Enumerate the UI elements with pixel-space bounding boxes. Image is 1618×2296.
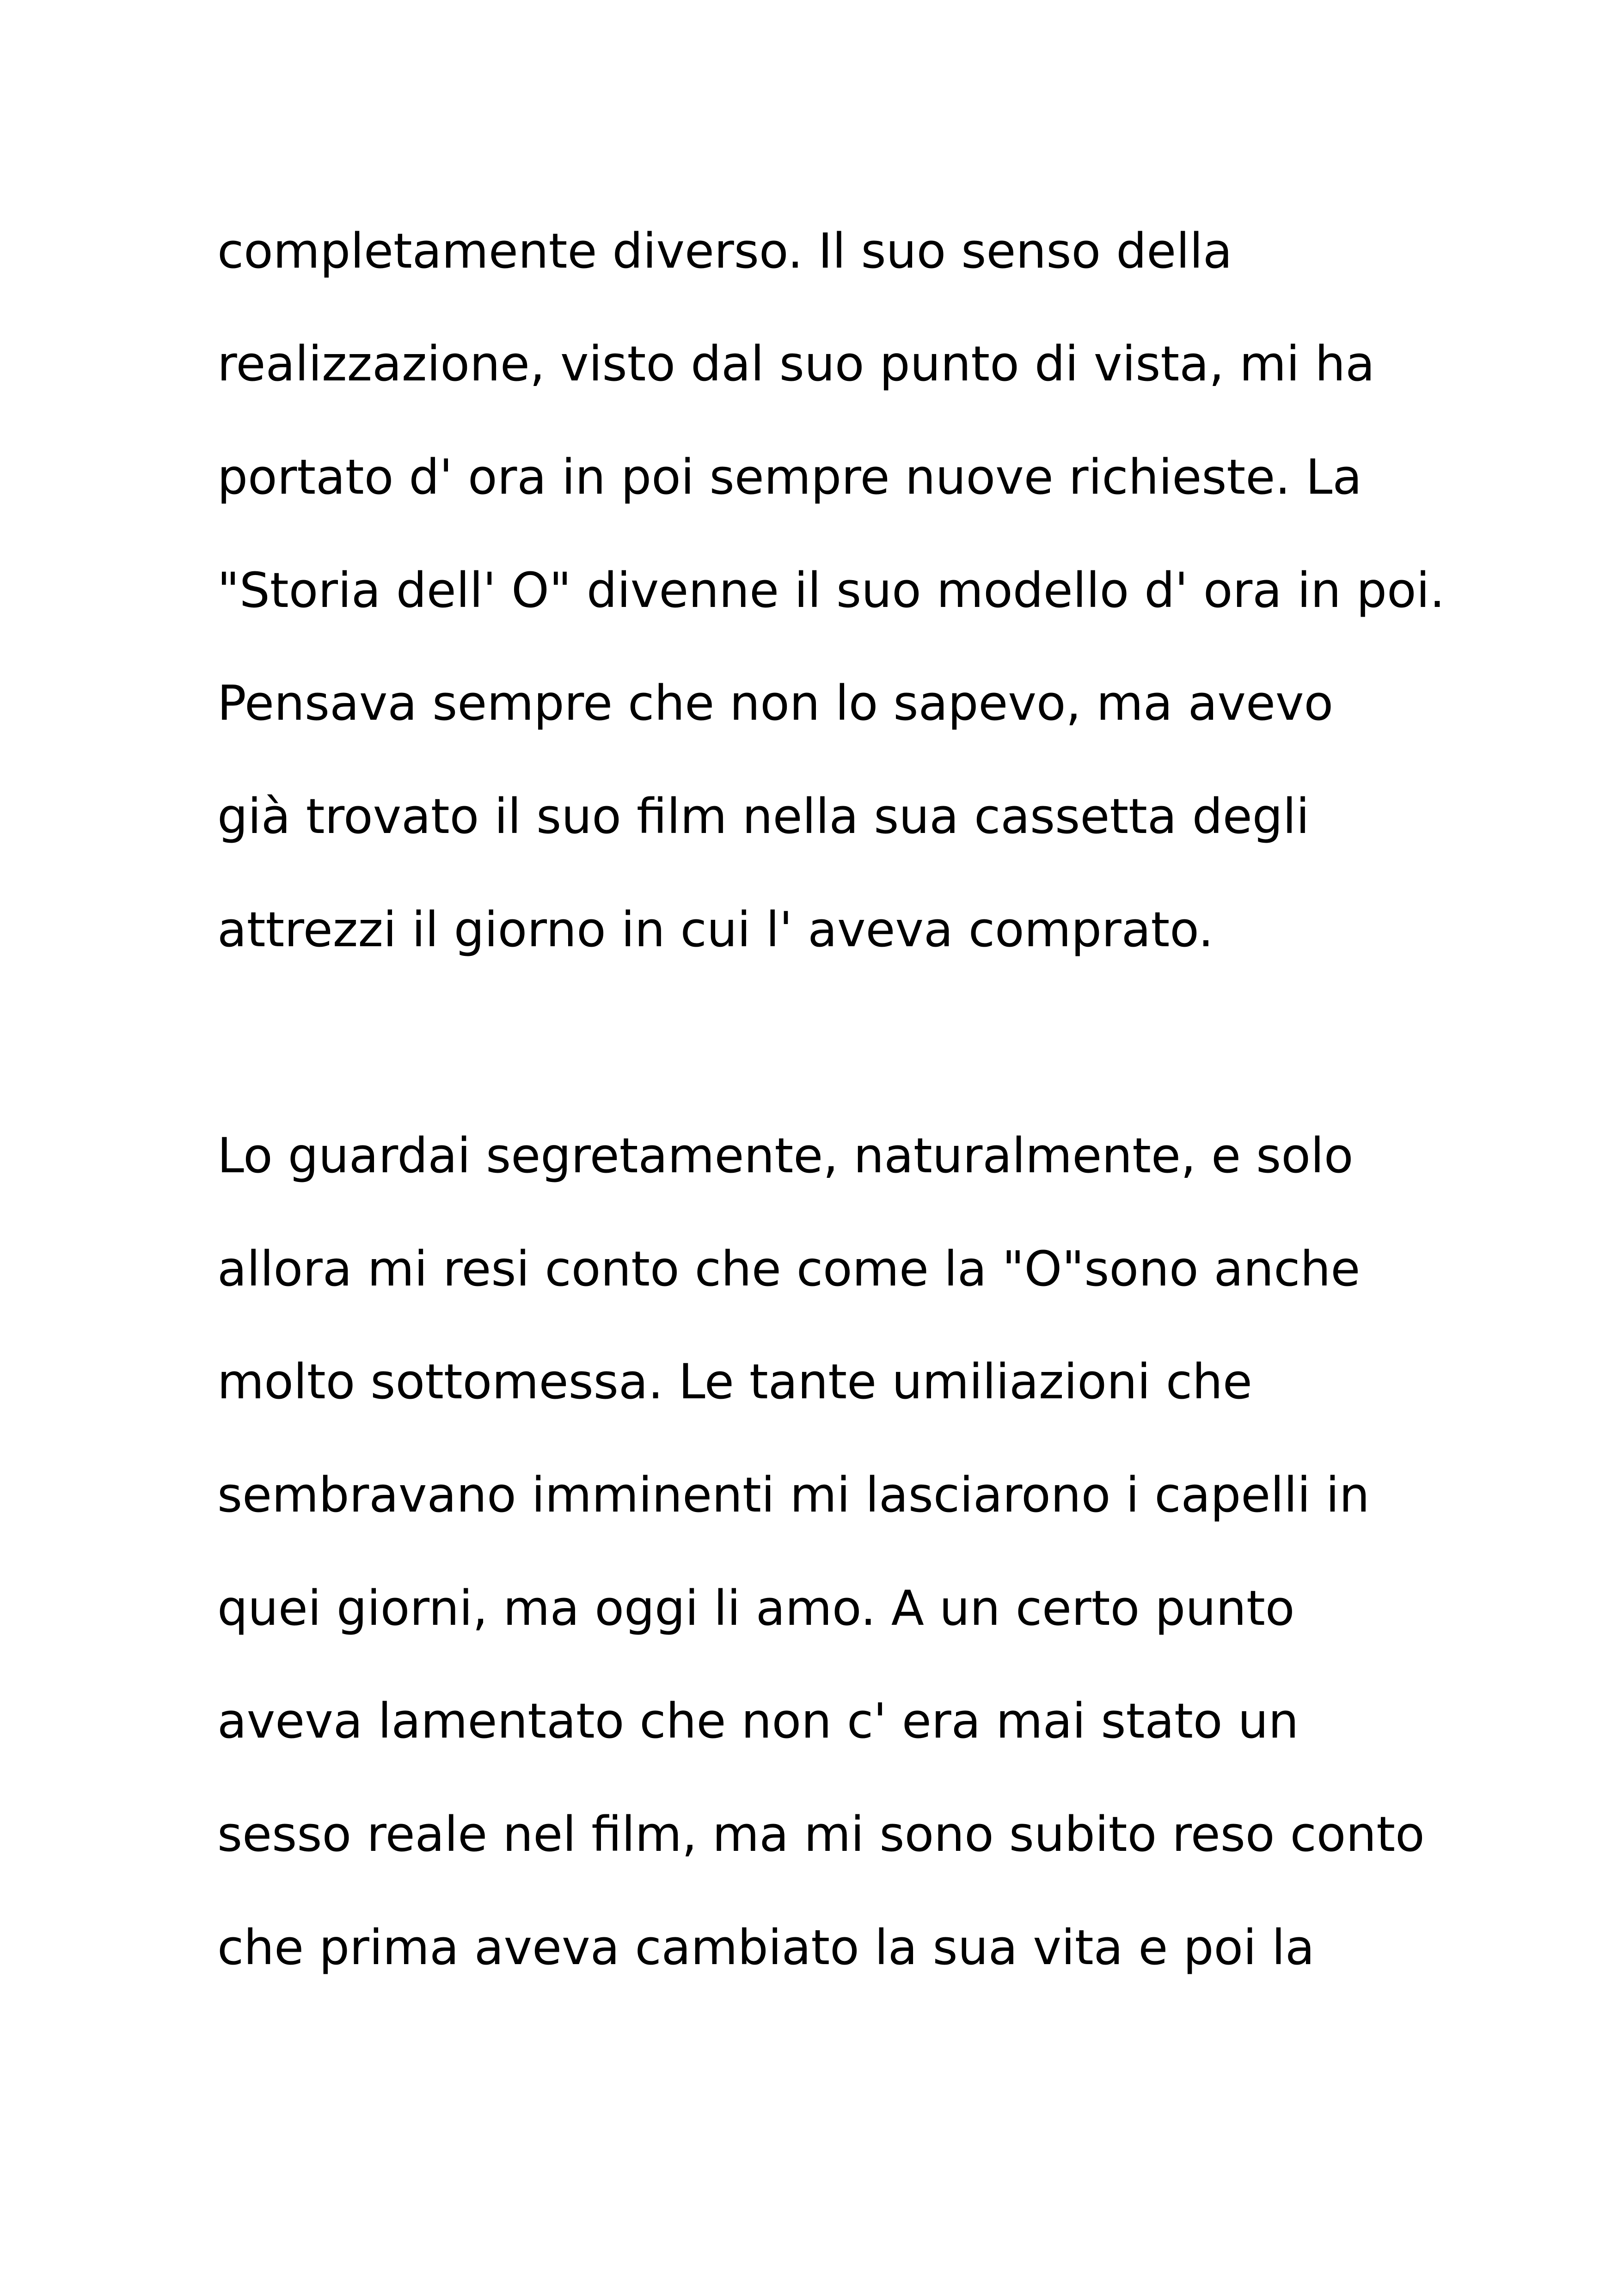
paragraph-2-line-3: molto sottomessa. Le tante umiliazioni che — [217, 1353, 1252, 1410]
paragraph-2-line-6: aveva lamentato che non c' era mai stato un — [217, 1693, 1299, 1749]
paragraph-1-line-5: Pensava sempre che non lo sapevo, ma avevo — [217, 675, 1334, 731]
paragraph-2-line-1: Lo guardai segretamente, naturalmente, e solo — [217, 1127, 1354, 1184]
paragraph-2-line-7: sesso reale nel film, ma mi sono subito reso conto — [217, 1806, 1425, 1862]
paragraph-1-line-3: portato d' ora in poi sempre nuove richieste. La — [217, 449, 1362, 505]
paragraph-1-line-6: già trovato il suo film nella sua cassetta degli — [217, 788, 1310, 845]
paragraph-2-line-8: che prima aveva cambiato la sua vita e poi la — [217, 1919, 1315, 1976]
paragraph-2-line-4: sembravano imminenti mi lasciarono i capelli in — [217, 1467, 1370, 1523]
paragraph-2-line-5: quei giorni, ma oggi li amo. A un certo punto — [217, 1580, 1295, 1636]
paragraph-2-line-2: allora mi resi conto che come la "O"sono anche — [217, 1241, 1361, 1297]
paragraph-1-line-4: "Storia dell' O" divenne il suo modello d' ora in poi. — [217, 562, 1445, 618]
paragraph-1-line-7: attrezzi il giorno in cui l' aveva comprato. — [217, 901, 1214, 958]
paragraph-1-line-1: completamente diverso. Il suo senso della — [217, 223, 1232, 279]
paragraph-1-line-2: realizzazione, visto dal suo punto di vista, mi ha — [217, 336, 1375, 392]
